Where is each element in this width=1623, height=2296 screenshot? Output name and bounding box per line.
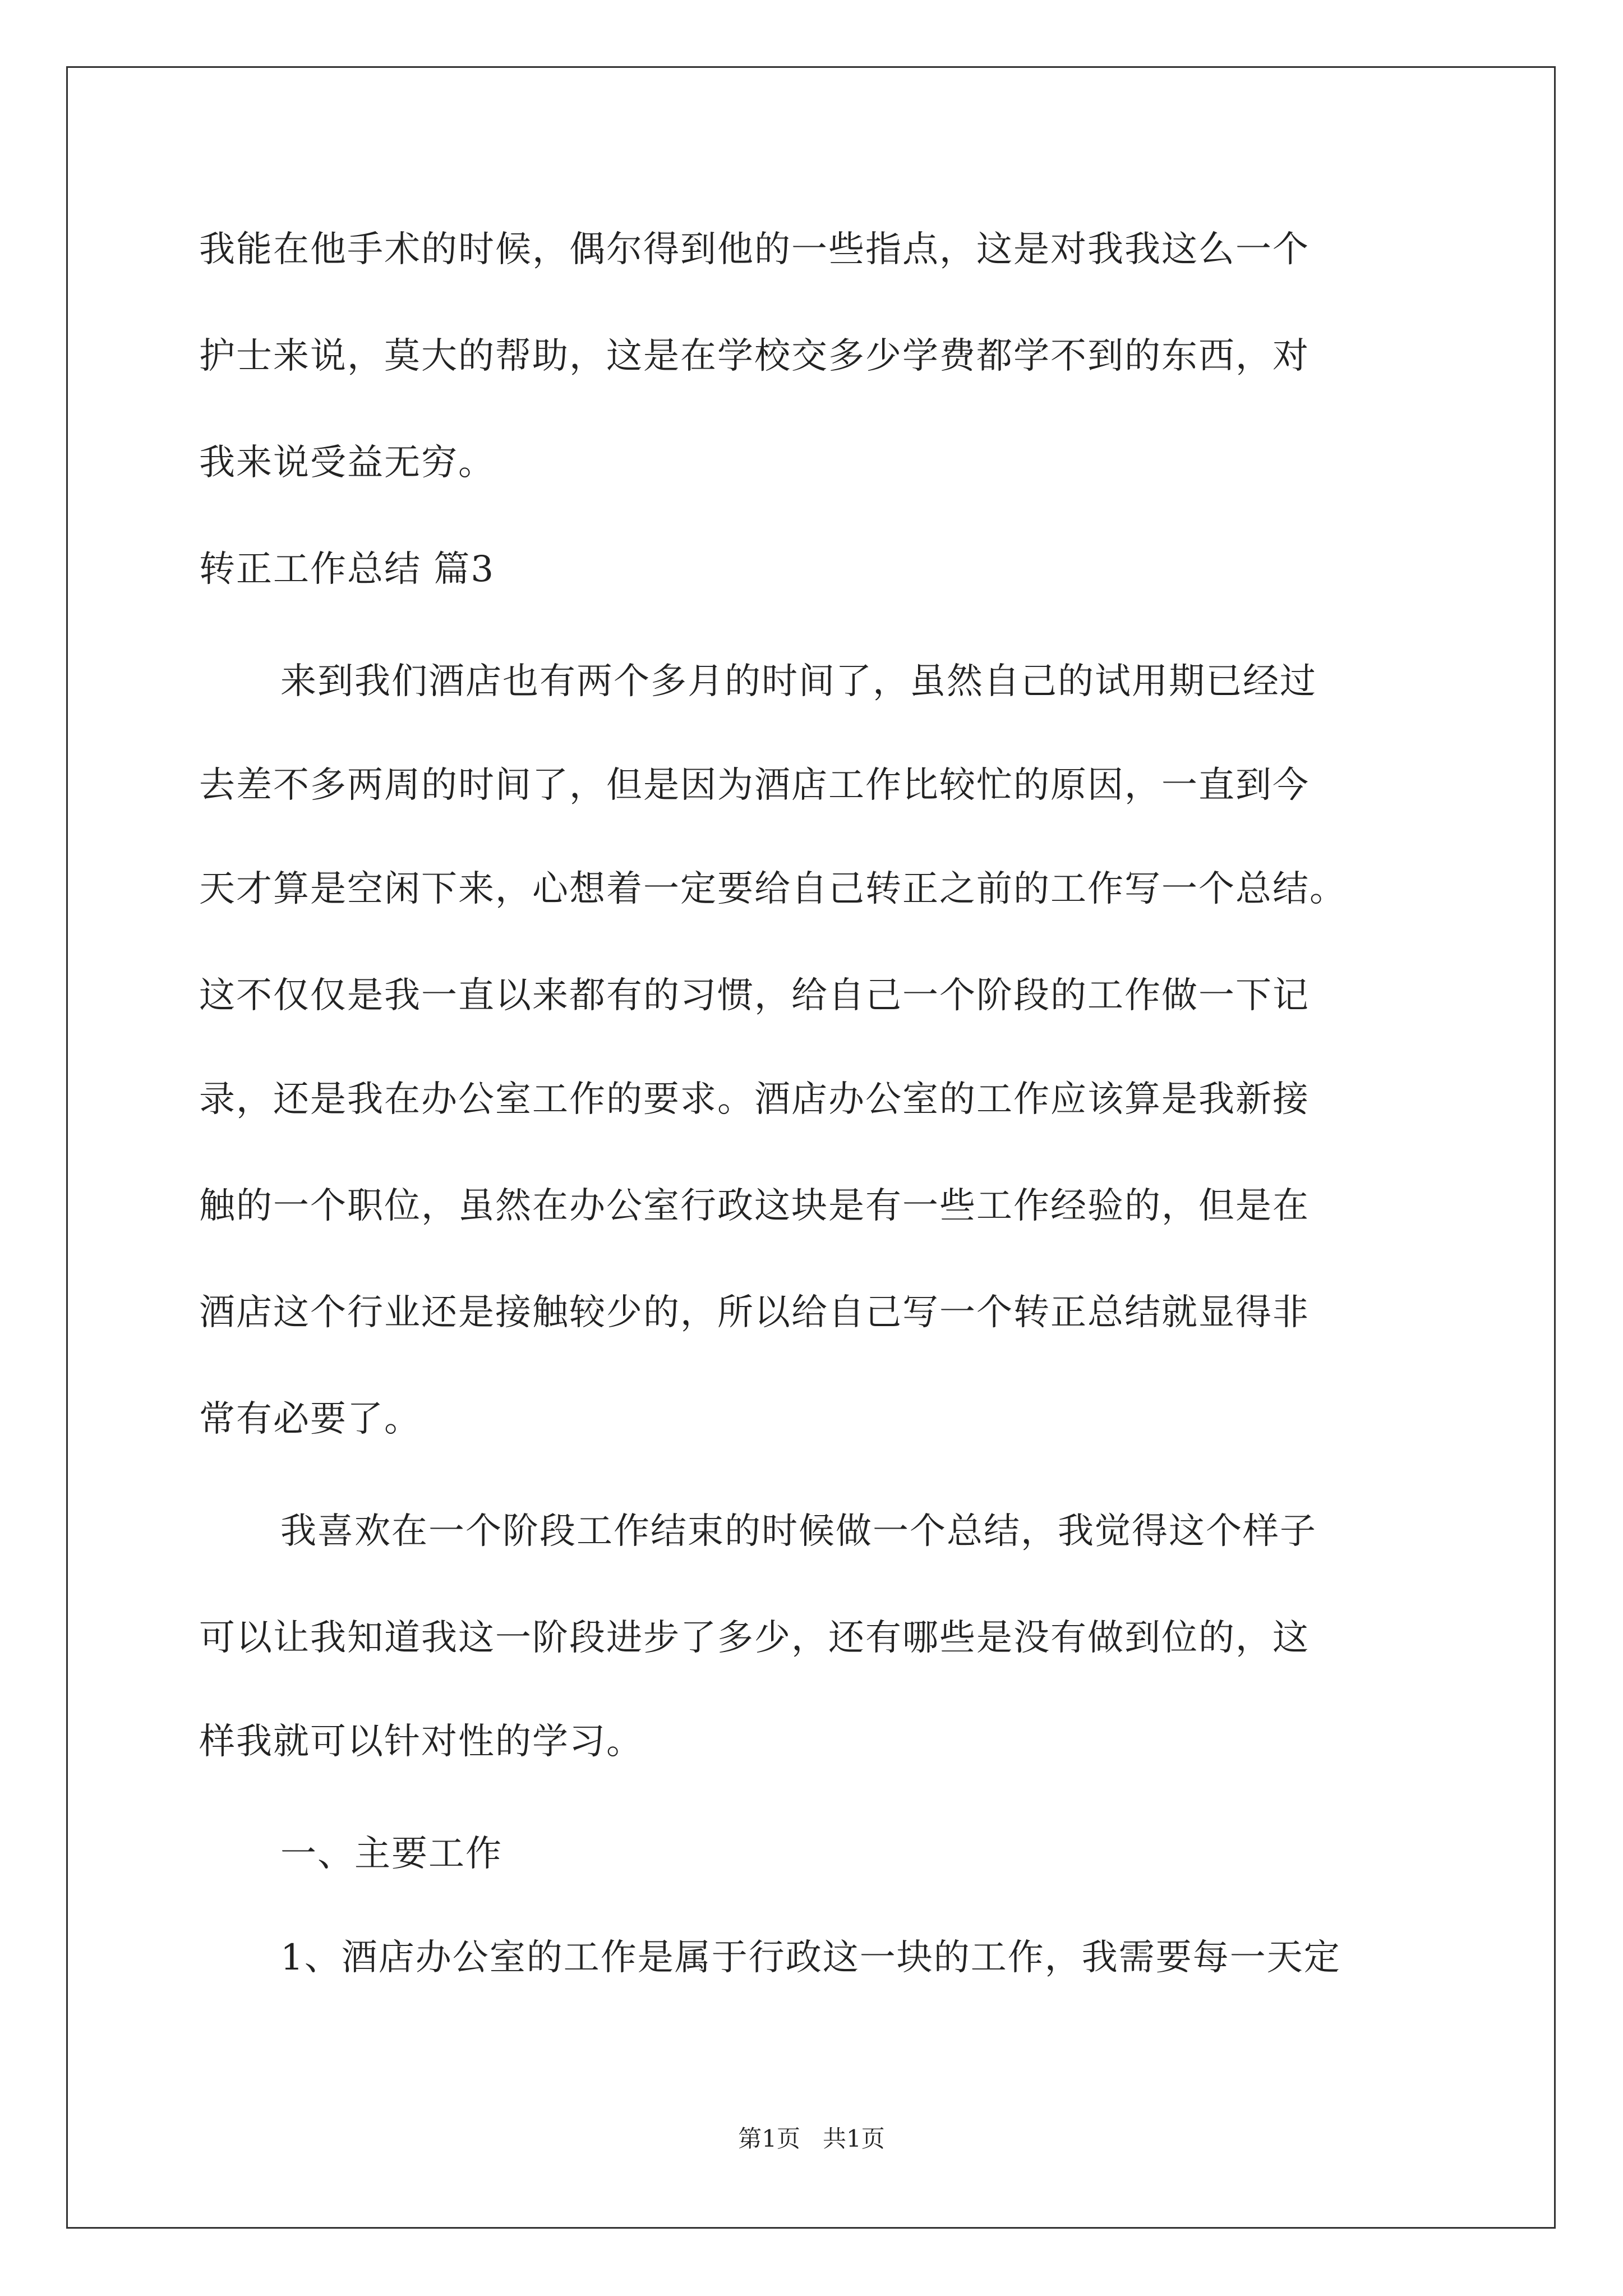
body-line-9: 录，还是我在办公室工作的要求。酒店办公室的工作应该算是我新接 [199,1079,1310,1120]
body-line-11: 酒店这个行业还是接触较少的，所以给自己写一个转正总结就显得非 [199,1292,1310,1333]
body-line-1: 我能在他手术的时候，偶尔得到他的一些指点，这是对我我这么一个 [199,229,1310,270]
body-line-8: 这不仅仅是我一直以来都有的习惯，给自己一个阶段的工作做一下记 [199,975,1310,1016]
page-border [66,66,1556,2229]
body-line-12: 常有必要了。 [199,1398,421,1440]
body-line-6: 去差不多两周的时间了，但是因为酒店工作比较忙的原因，一直到今 [199,765,1310,806]
body-line-15: 样我就可以针对性的学习。 [199,1721,643,1763]
body-line-13: 我喜欢在一个阶段工作结束的时候做一个总结，我觉得这个样子 [280,1511,1317,1552]
subheading-main-work: 一、主要工作 [280,1833,502,1875]
body-line-17: 1、酒店办公室的工作是属于行政这一块的工作，我需要每一天定 [280,1937,1341,1978]
body-line-10: 触的一个职位，虽然在办公室行政这块是有一些工作经验的，但是在 [199,1185,1310,1227]
body-line-14: 可以让我知道我这一阶段进步了多少，还有哪些是没有做到位的，这 [199,1617,1310,1659]
section-heading: 转正工作总结 篇3 [199,549,495,590]
body-line-5: 来到我们酒店也有两个多月的时间了，虽然自己的试用期已经过 [280,661,1317,702]
body-line-3: 我来说受益无穷。 [199,442,495,484]
page-number: 第1页 共1页 [738,2125,885,2152]
page-footer [0,2123,1623,2155]
body-line-2: 护士来说，莫大的帮助，这是在学校交多少学费都学不到的东西，对 [199,335,1310,377]
body-line-7: 天才算是空闲下来，心想着一定要给自己转正之前的工作写一个总结。 [199,868,1347,910]
